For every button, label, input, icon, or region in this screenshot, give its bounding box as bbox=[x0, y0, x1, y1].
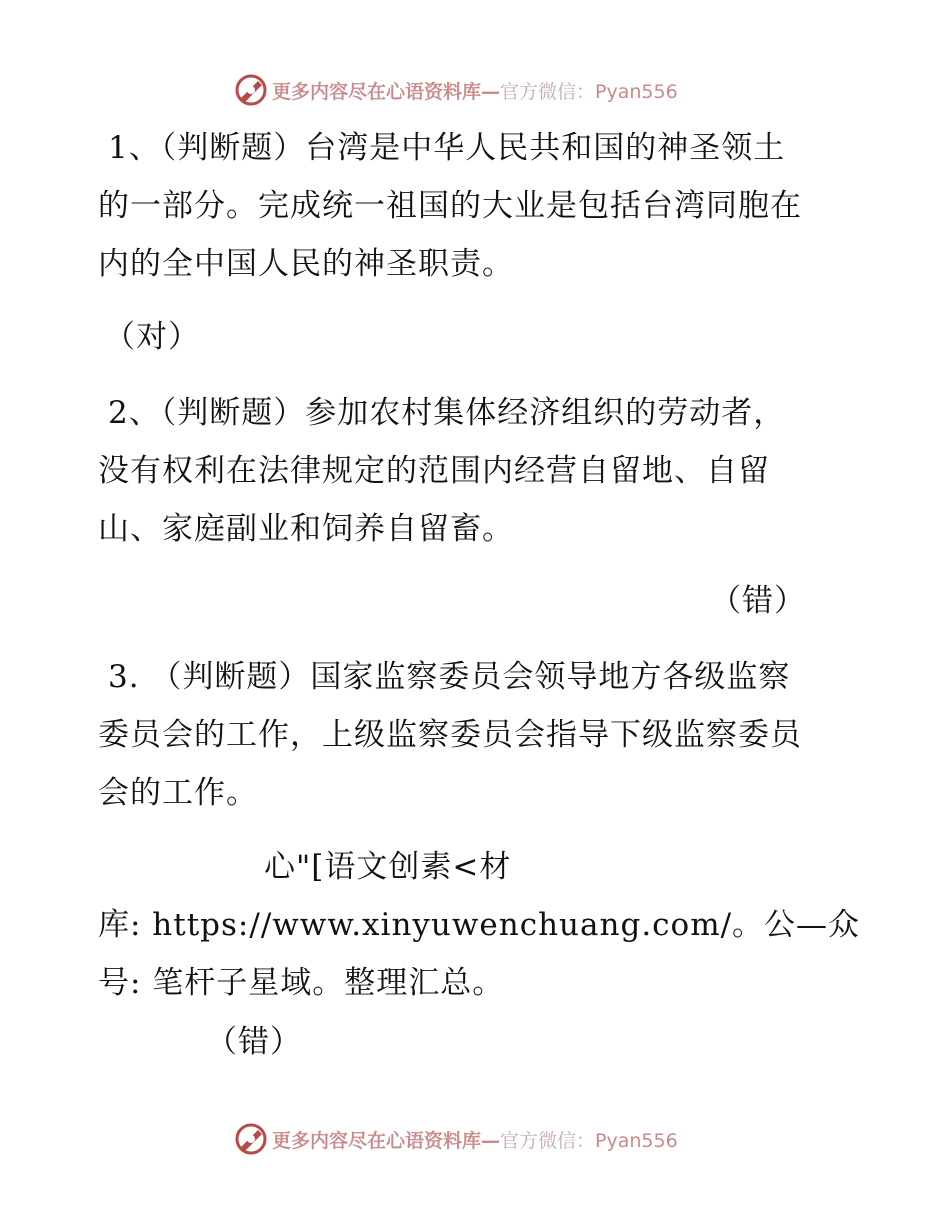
banner-text bbox=[272, 1126, 678, 1153]
q1-line-1: 1、（判断题）台湾是中华人民共和国的神圣领土 bbox=[108, 130, 786, 166]
banner-account: Pyan556 bbox=[595, 80, 678, 103]
q2-answer: （错） bbox=[710, 583, 806, 619]
header-banner bbox=[234, 73, 678, 107]
banner-text bbox=[272, 77, 678, 104]
q3-line-3: 会的工作。 bbox=[98, 775, 258, 811]
banner-separator: — bbox=[481, 80, 501, 103]
pen-seal-icon bbox=[234, 73, 268, 107]
q3-line-1: 3. （判断题）国家监察委员会领导地方各级监察 bbox=[108, 659, 791, 695]
q2-line-2: 没有权利在法律规定的范围内经营自留地、自留 bbox=[98, 453, 770, 489]
q2-line-3: 山、家庭副业和饲养自留畜。 bbox=[98, 511, 514, 547]
q1-line-3: 内的全中国人民的神圣职责。 bbox=[98, 246, 514, 282]
watermark-line-3: 号: 笔杆子星域。整理汇总。 bbox=[98, 965, 505, 1001]
q3-line-2: 委员会的工作，上级监察委员会指导下级监察委员 bbox=[98, 717, 802, 753]
q3-answer: （错） bbox=[206, 1024, 302, 1060]
pen-seal-icon bbox=[234, 1122, 268, 1156]
footer-banner bbox=[234, 1122, 678, 1156]
banner-wechat-label: 官方微信： bbox=[500, 1129, 596, 1152]
watermark-line-1: 心"[语文创素<材 bbox=[264, 849, 512, 885]
q1-line-2: 的一部分。完成统一祖国的大业是包括台湾同胞在 bbox=[98, 188, 802, 224]
banner-wechat-label: 官方微信： bbox=[500, 80, 596, 103]
banner-main-text: 更多内容尽在心语资料库 bbox=[272, 1129, 482, 1152]
banner-main-text: 更多内容尽在心语资料库 bbox=[272, 80, 482, 103]
q1-answer: （对） bbox=[104, 319, 200, 355]
banner-account: Pyan556 bbox=[595, 1129, 678, 1152]
q2-line-1: 2、（判断题）参加农村集体经济组织的劳动者， bbox=[108, 395, 786, 431]
banner-separator: — bbox=[481, 1129, 501, 1152]
watermark-line-2: 库: https://www.xinyuwenchuang.com/。公—众 bbox=[98, 907, 861, 943]
